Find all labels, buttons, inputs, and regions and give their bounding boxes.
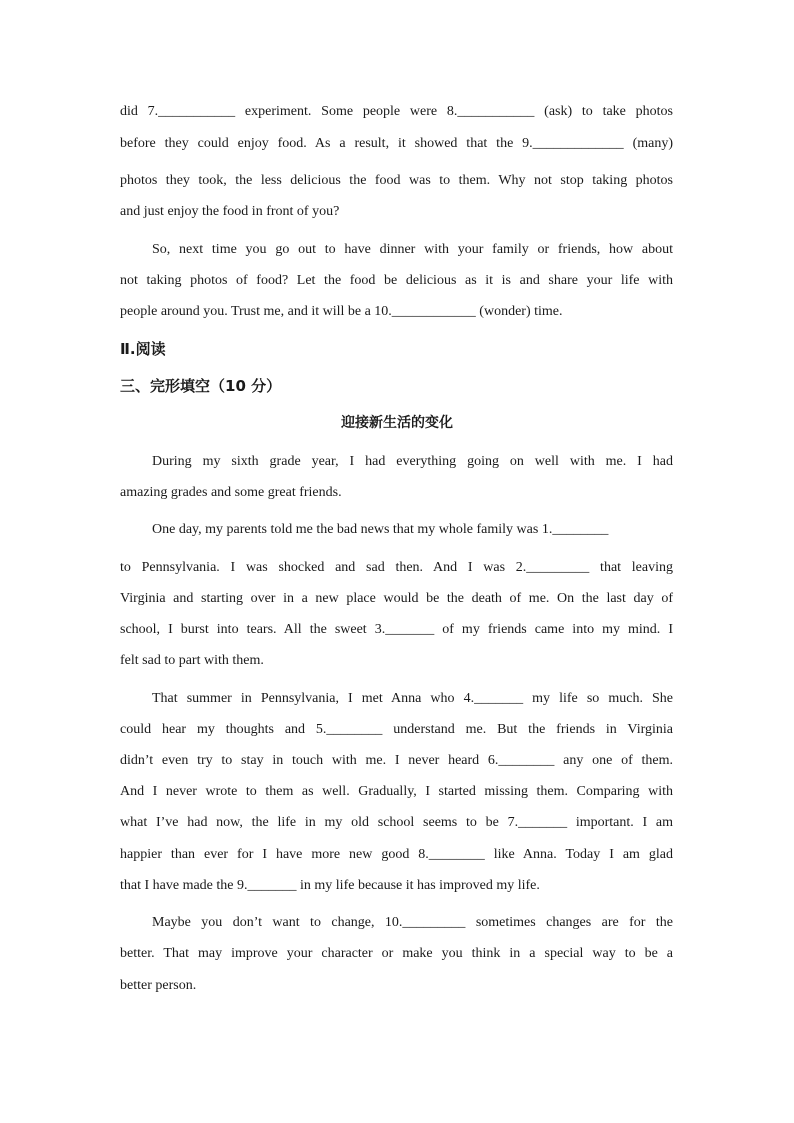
passage2-line-2: amazing grades and some great friends. [120,485,342,500]
passage1-line-7: people around you. Trust me, and it will be a 10.____________ (wonder) time. [120,304,563,319]
passage2-line-16: better. That may improve your character or make you think in a special way to be a [120,946,673,961]
passage1-line-2: before they could enjoy food. As a result, it showed that the 9._____________ (many) [120,136,673,151]
passage2-line-17: better person. [120,978,197,993]
passage2-line-12: what I’ve had now, the life in my old school seems to be 7._______ important. I am [120,815,673,830]
passage1-line-5: So, next time you go out to have dinner with your family or friends, how about [152,242,673,257]
passage2-line-14: that I have made the 9._______ in my life because it has improved my life. [120,878,540,893]
passage2-line-10: didn’t even try to stay in touch with me. I never heard 6.________ any one of them. [120,753,673,768]
passage1-line-1: did 7.___________ experiment. Some people were 8.___________ (ask) to take photos [120,104,673,119]
passage2-line-8: That summer in Pennsylvania, I met Anna who 4._______ my life so much. She [152,691,673,706]
passage1-line-4: and just enjoy the food in front of you? [120,204,340,219]
passage2-line-7: felt sad to part with them. [120,653,264,668]
cloze-title: 迎接新生活的变化 [341,415,453,431]
passage2-line-6: school, I burst into tears. All the sweet 3._______ of my friends came into my mind. I [120,622,673,637]
passage1-line-6: not taking photos of food? Let the food be delicious as it is and share your life with [120,273,673,288]
passage1-line-3: photos they took, the less delicious the food was to them. Why not stop taking photos [120,173,673,188]
passage2-line-1: During my sixth grade year, I had everything going on well with me. I had [152,454,673,469]
section-cloze-heading: 三、完形填空（10 分） [120,377,282,395]
passage2-line-4: to Pennsylvania. I was shocked and sad then. And I was 2._________ that leaving [120,560,673,575]
passage2-line-9: could hear my thoughts and 5.________ understand me. But the friends in Virginia [120,722,673,737]
passage2-line-5: Virginia and starting over in a new place would be the death of me. On the last day of [120,591,673,606]
passage2-line-15: Maybe you don’t want to change, 10._________ sometimes changes are for the [152,915,673,930]
passage2-line-11: And I never wrote to them as well. Gradually, I started missing them. Comparing with [120,784,673,799]
section-reading-heading: Ⅱ.阅读 [120,340,166,358]
passage2-line-3: One day, my parents told me the bad news that my whole family was 1.________ [152,522,609,537]
passage2-line-13: happier than ever for I have more new good 8.________ like Anna. Today I am glad [120,847,673,862]
